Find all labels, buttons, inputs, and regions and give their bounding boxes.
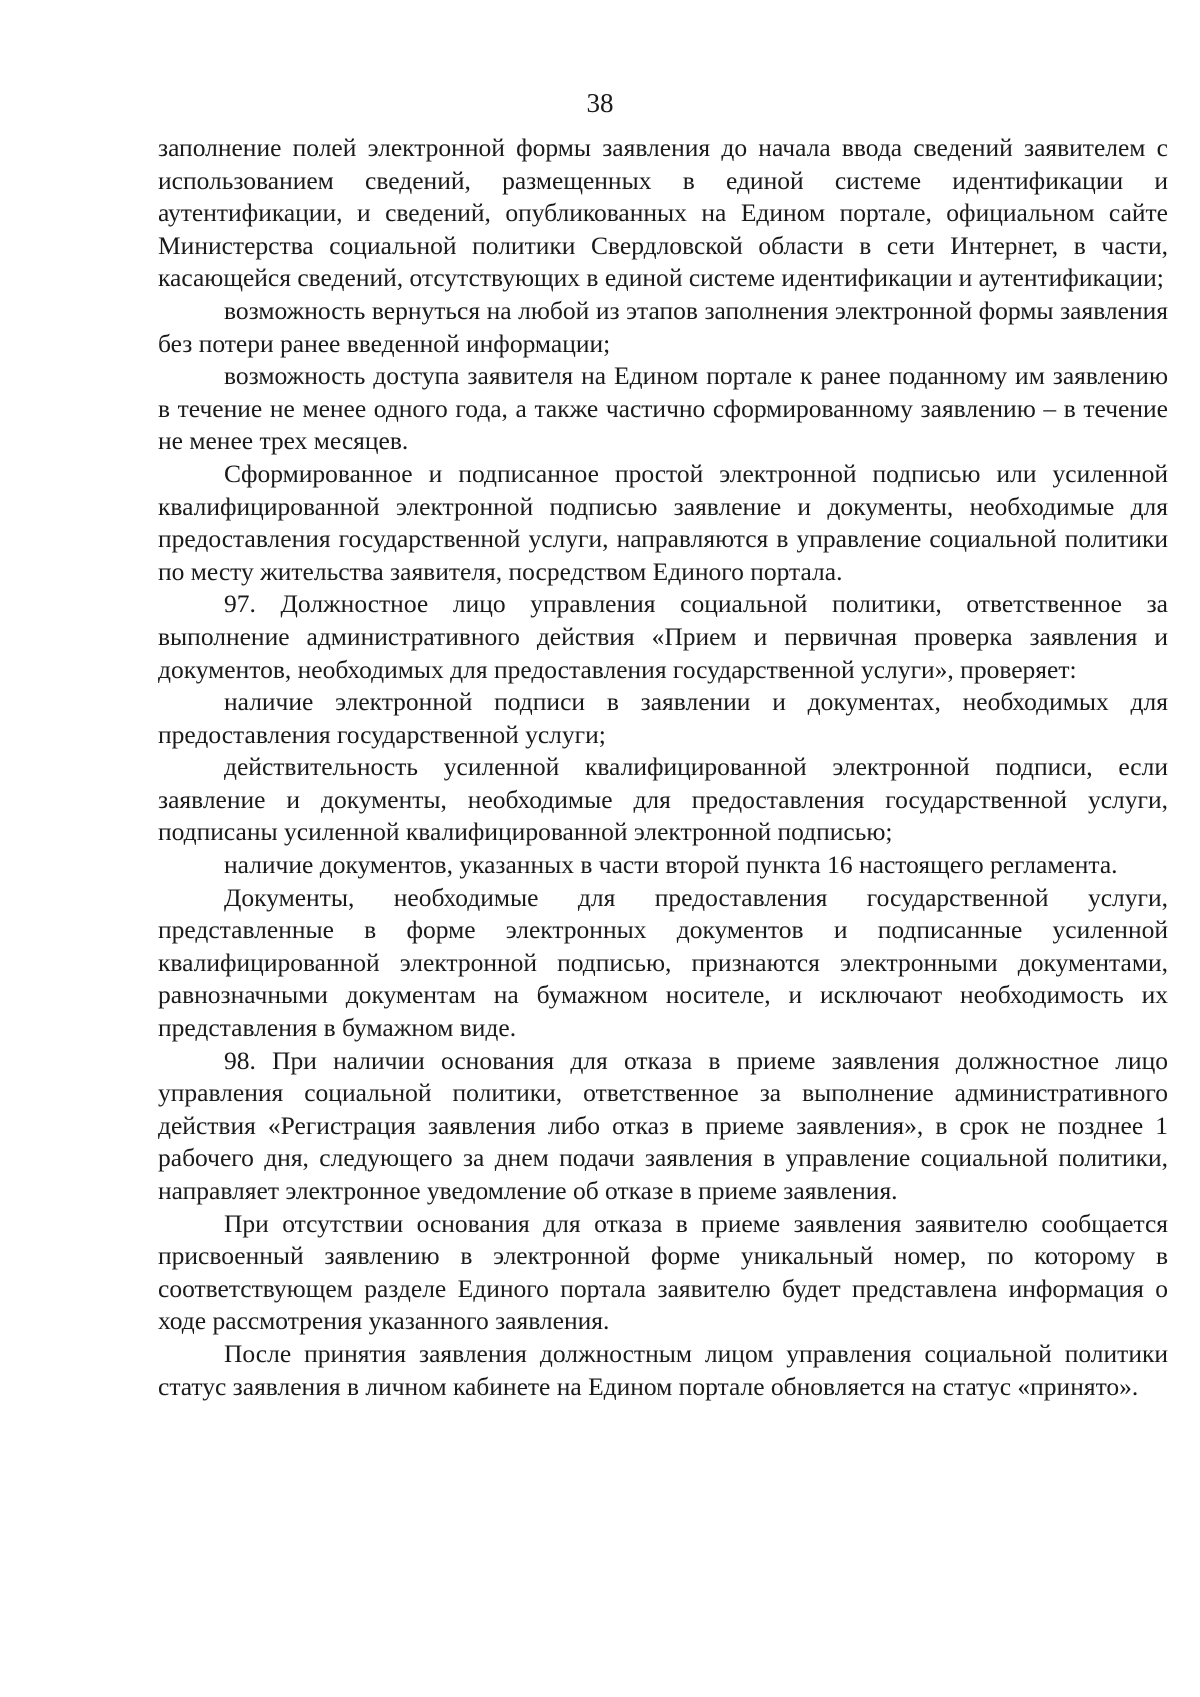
paragraph: наличие документов, указанных в части второй пункта 16 настоящего регламента. xyxy=(224,850,1118,880)
paragraph: 97. Должностное лицо управления социальной политики, ответственное за выполнение административного действия «Прием и первичная проверка заявления и документов, необходимых для предоставления государственной услуги», проверяет: xyxy=(158,589,1168,684)
paragraph: После принятия заявления должностным лицом управления социальной политики статус заявления в личном кабинете на Едином портале обновляется на статус «принято». xyxy=(158,1338,1168,1401)
paragraph: возможность доступа заявителя на Едином портале к ранее поданному им заявлению в течение не менее одного года, а также частично сформированному заявлению – в течение не менее трех месяцев. xyxy=(158,361,1168,456)
paragraph: действительность усиленной квалифицированной электронной подписи, если заявление и документы, необходимые для предоставления государственной услуги, подписаны усиленной квалифицированной электронной подписью; xyxy=(158,752,1168,847)
paragraph: Сформированное и подписанное простой электронной подписью или усиленной квалифицированной электронной подписью заявление и документы, необходимые для предоставления государственной услуги, направляются в управление социальной политики по месту жительства заявителя, посредством Единого портала. xyxy=(158,458,1168,586)
paragraph: 98. При наличии основания для отказа в приеме заявления должностное лицо управления социальной политики, ответственное за выполнение административного действия «Регистрация заявления либо отказ в приеме заявления», в срок не позднее 1 рабочего дня, следующего за днем подачи заявления в управление социальной политики, направляет электронное уведомление об отказе в приеме заявления. xyxy=(158,1045,1168,1205)
paragraph: возможность вернуться на любой из этапов заполнения электронной формы заявления без потери ранее введенной информации; xyxy=(158,295,1168,358)
page-number: 38 xyxy=(586,88,614,118)
paragraph: наличие электронной подписи в заявлении и документах, необходимых для предоставления государственной услуги; xyxy=(158,687,1168,749)
paragraph: При отсутствии основания для отказа в приеме заявления заявителю сообщается присвоенный заявлению в электронной форме уникальный номер, по которому в соответствующем разделе Единого портала заявителю будет представлена информация о ходе рассмотрения указанного заявления. xyxy=(158,1208,1168,1336)
paragraph: Документы, необходимые для предоставления государственной услуги, представленные в форме электронных документов и подписанные усиленной квалифицированной электронной подписью, признаются электронными документами, равнозначными документам на бумажном носителе, и исключают необходимость их представления в бумажном виде. xyxy=(158,882,1168,1043)
document-body xyxy=(158,132,1168,1403)
paragraph: заполнение полей электронной формы заявления до начала ввода сведений заявителем с использованием сведений, размещенных в единой системе идентификации и аутентификации, и сведений, опубликованных на Едином портале, официальном сайте Министерства социальной политики Свердловской области в сети Интернет, в части, касающейся сведений, отсутствующих в единой системе идентификации и аутентификации; xyxy=(158,133,1168,293)
